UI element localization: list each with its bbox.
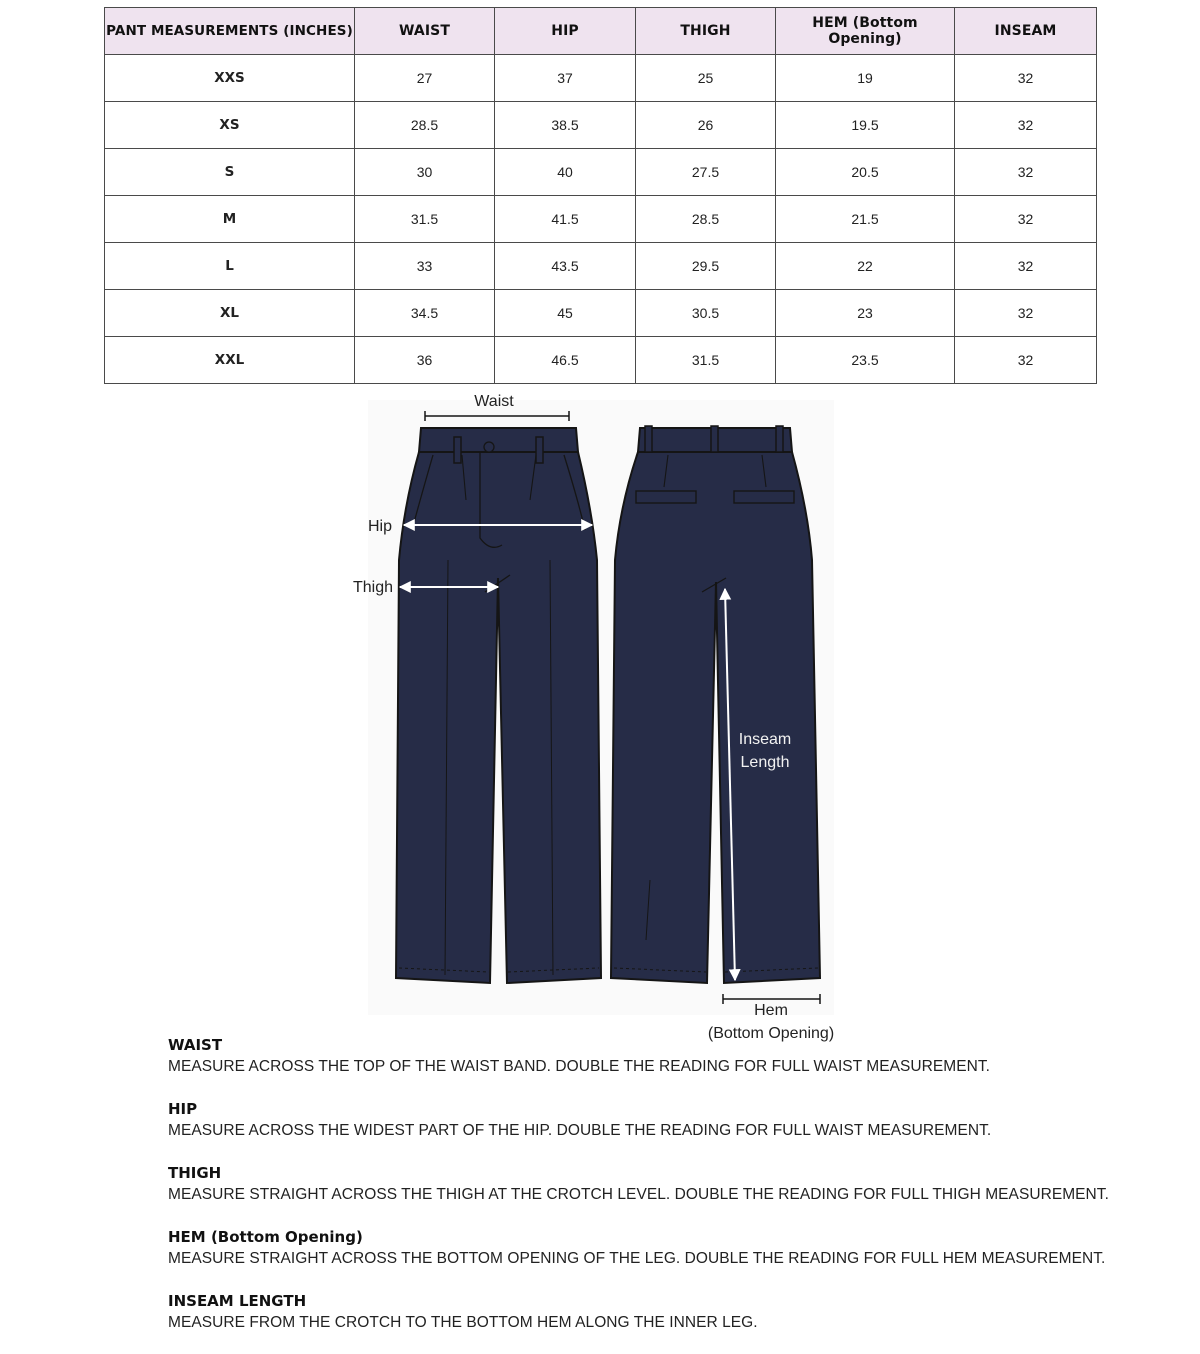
hip-cell: 38.5 xyxy=(495,102,636,149)
thigh-cell: 28.5 xyxy=(636,196,776,243)
belt-loop xyxy=(776,426,783,452)
header-waist: WAIST xyxy=(355,8,495,55)
hip-cell: 41.5 xyxy=(495,196,636,243)
note-hem xyxy=(168,1226,1148,1270)
hem-cell: 22 xyxy=(776,243,955,290)
note-title: WAIST xyxy=(168,1036,223,1054)
hip-cell: 46.5 xyxy=(495,337,636,384)
belt-loop xyxy=(536,437,543,463)
table-header-row xyxy=(105,8,1097,55)
note-thigh xyxy=(168,1162,1148,1206)
note-title: HEM (Bottom Opening) xyxy=(168,1228,363,1246)
inseam-cell: 32 xyxy=(955,102,1097,149)
inseam-label-line2: Length xyxy=(740,754,790,771)
hem-label-line2: (Bottom Opening) xyxy=(707,1025,835,1042)
hem-cell: 19.5 xyxy=(776,102,955,149)
hem-cell: 20.5 xyxy=(776,149,955,196)
inseam-cell: 32 xyxy=(955,196,1097,243)
waist-cell: 34.5 xyxy=(355,290,495,337)
waist-cell: 27 xyxy=(355,55,495,102)
inseam-cell: 32 xyxy=(955,149,1097,196)
thigh-cell: 30.5 xyxy=(636,290,776,337)
header-hip: HIP xyxy=(495,8,636,55)
thigh-cell: 26 xyxy=(636,102,776,149)
note-text: MEASURE ACROSS THE WIDEST PART OF THE HIP. DOUBLE THE READING FOR FULL WAIST MEASUREMENT. xyxy=(168,1122,992,1139)
header-thigh: THIGH xyxy=(636,8,776,55)
hip-cell: 37 xyxy=(495,55,636,102)
hem-cell: 19 xyxy=(776,55,955,102)
size-cell: L xyxy=(105,243,355,290)
hem-cell: 21.5 xyxy=(776,196,955,243)
note-hip xyxy=(168,1098,1148,1142)
table-row xyxy=(105,337,1097,384)
hip-cell: 40 xyxy=(495,149,636,196)
header-hem: HEM (Bottom Opening) xyxy=(776,8,955,55)
note-text: MEASURE FROM THE CROTCH TO THE BOTTOM HEM ALONG THE INNER LEG. xyxy=(168,1314,758,1331)
button-icon xyxy=(484,442,494,452)
pants-measurement-diagram xyxy=(0,385,1200,1045)
inseam-label-line1: Inseam xyxy=(738,731,792,748)
table-row xyxy=(105,196,1097,243)
waist-label: Waist xyxy=(474,393,514,410)
thigh-cell: 31.5 xyxy=(636,337,776,384)
waist-cell: 30 xyxy=(355,149,495,196)
header-pant-measurements: PANT MEASUREMENTS (INCHES) xyxy=(105,8,355,55)
thigh-cell: 27.5 xyxy=(636,149,776,196)
measurement-instructions xyxy=(168,1034,1148,1354)
back-pocket xyxy=(734,491,794,503)
note-waist xyxy=(168,1034,1148,1078)
table-row xyxy=(105,243,1097,290)
size-cell: S xyxy=(105,149,355,196)
waist-cell: 31.5 xyxy=(355,196,495,243)
note-inseam xyxy=(168,1290,1148,1334)
inseam-cell: 32 xyxy=(955,243,1097,290)
table-row xyxy=(105,102,1097,149)
size-chart-table xyxy=(104,7,1097,384)
note-title: THIGH xyxy=(168,1164,222,1182)
waist-cell: 33 xyxy=(355,243,495,290)
back-pocket xyxy=(636,491,696,503)
hem-label-line1: Hem xyxy=(754,1002,788,1019)
note-title: HIP xyxy=(168,1100,198,1118)
waist-cell: 28.5 xyxy=(355,102,495,149)
size-cell: M xyxy=(105,196,355,243)
front-waistband xyxy=(419,428,578,452)
inseam-cell: 32 xyxy=(955,337,1097,384)
hem-cell: 23 xyxy=(776,290,955,337)
size-cell: XXL xyxy=(105,337,355,384)
hip-cell: 45 xyxy=(495,290,636,337)
note-text: MEASURE ACROSS THE TOP OF THE WAIST BAND. DOUBLE THE READING FOR FULL WAIST MEASUREMENT. xyxy=(168,1058,991,1075)
table-row xyxy=(105,55,1097,102)
inseam-cell: 32 xyxy=(955,290,1097,337)
table-row xyxy=(105,149,1097,196)
size-cell: XXS xyxy=(105,55,355,102)
header-inseam: INSEAM xyxy=(955,8,1097,55)
table-row xyxy=(105,290,1097,337)
thigh-cell: 29.5 xyxy=(636,243,776,290)
thigh-label: Thigh xyxy=(353,579,394,596)
note-text: MEASURE STRAIGHT ACROSS THE THIGH AT THE CROTCH LEVEL. DOUBLE THE READING FOR FULL THIGH MEASUREMENT. xyxy=(168,1186,1109,1203)
note-title: INSEAM LENGTH xyxy=(168,1292,307,1310)
hem-cell: 23.5 xyxy=(776,337,955,384)
waist-cell: 36 xyxy=(355,337,495,384)
belt-loop xyxy=(454,437,461,463)
inseam-cell: 32 xyxy=(955,55,1097,102)
belt-loop xyxy=(645,426,652,452)
thigh-cell: 25 xyxy=(636,55,776,102)
size-cell: XL xyxy=(105,290,355,337)
note-text: MEASURE STRAIGHT ACROSS THE BOTTOM OPENING OF THE LEG. DOUBLE THE READING FOR FULL HEM MEASUREMENT. xyxy=(168,1250,1106,1267)
hip-label: Hip xyxy=(368,518,393,535)
hip-cell: 43.5 xyxy=(495,243,636,290)
size-cell: XS xyxy=(105,102,355,149)
belt-loop xyxy=(711,426,718,452)
